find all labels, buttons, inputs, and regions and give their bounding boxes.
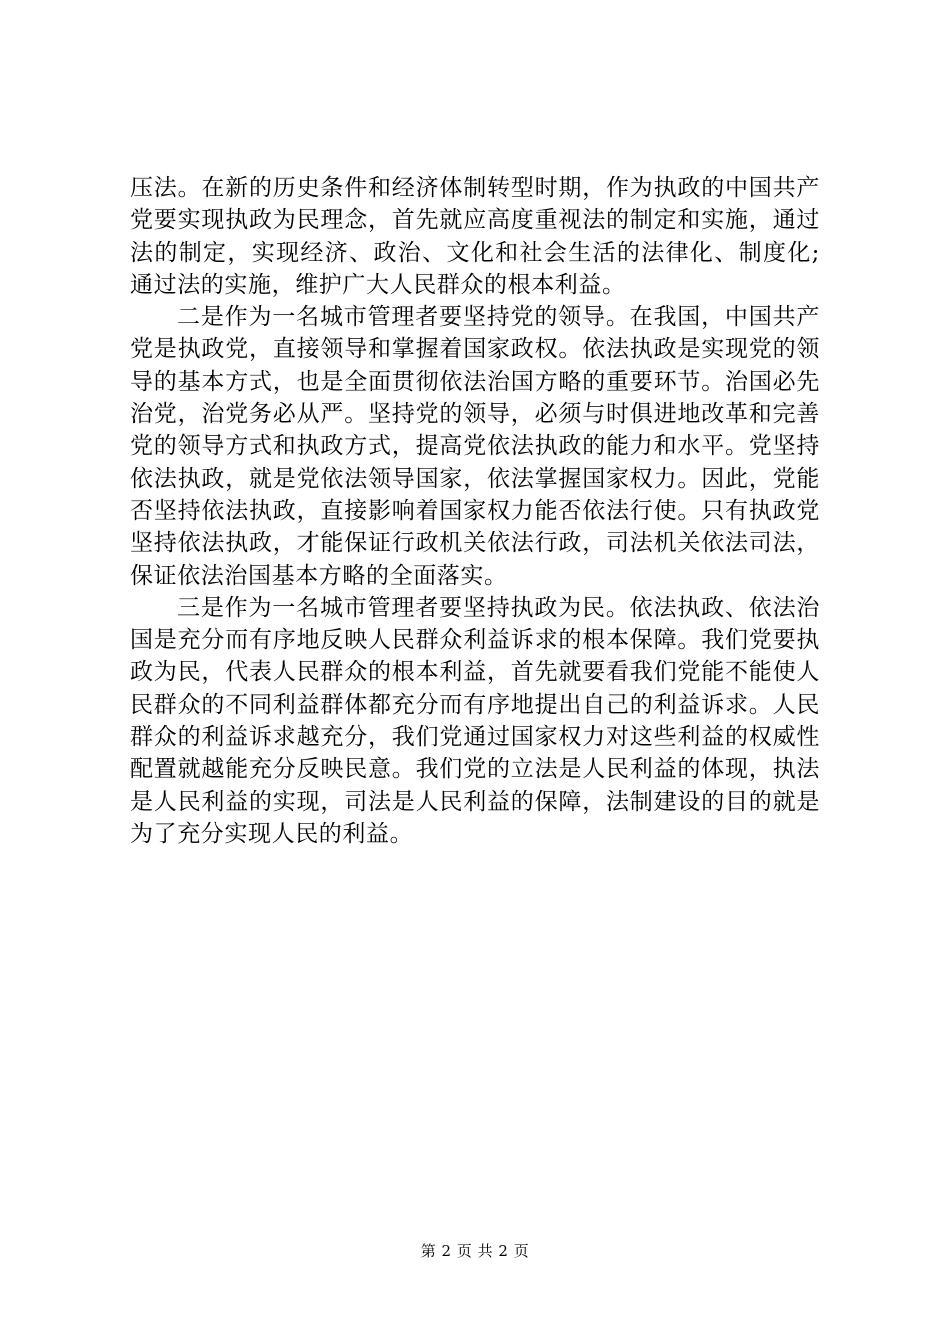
document-body: [130, 172, 820, 850]
paragraph-governing-for-people: 三是作为一名城市管理者要坚持执政为民。依法执政、依法治国是充分而有序地反映人民群众利益诉求的根本保障。我们党要执政为民，代表人民群众的根本利益，首先就要看我们党能不能使人民群众的不同利益群体都充分而有序地提出自己的利益诉求。人民群众的利益诉求越充分，我们党通过国家权力对这些利益的权威性配置就越能充分反映民意。我们党的立法是人民利益的体现，执法是人民利益的实现，司法是人民利益的保障，法制建设的目的就是为了充分实现人民的利益。: [130, 594, 820, 847]
page-footer: 第 2 页 共 2 页: [420, 1242, 530, 1260]
paragraph-continuation: 压法。在新的历史条件和经济体制转型时期，作为执政的中国共产党要实现执政为民理念，首先就应高度重视法的制定和实施，通过法的制定，实现经济、政治、文化和社会生活的法律化、制度化;通过法的实施，维护广大人民群众的根本利益。: [130, 175, 820, 298]
paragraph-party-leadership: 二是作为一名城市管理者要坚持党的领导。在我国，中国共产党是执政党，直接领导和掌握着国家政权。依法执政是实现党的领导的基本方式，也是全面贯彻依法治国方略的重要环节。治国必先治党，治党务必从严。坚持党的领导，必须与时俱进地改革和完善党的领导方式和执政方式，提高党依法执政的能力和水平。党坚持依法执政，就是党依法领导国家，依法掌握国家权力。因此，党能否坚持依法执政，直接影响着国家权力能否依法行使。只有执政党坚持依法执政，才能保证行政机关依法行政，司法机关依法司法，保证依法治国基本方略的全面落实。: [130, 304, 820, 589]
